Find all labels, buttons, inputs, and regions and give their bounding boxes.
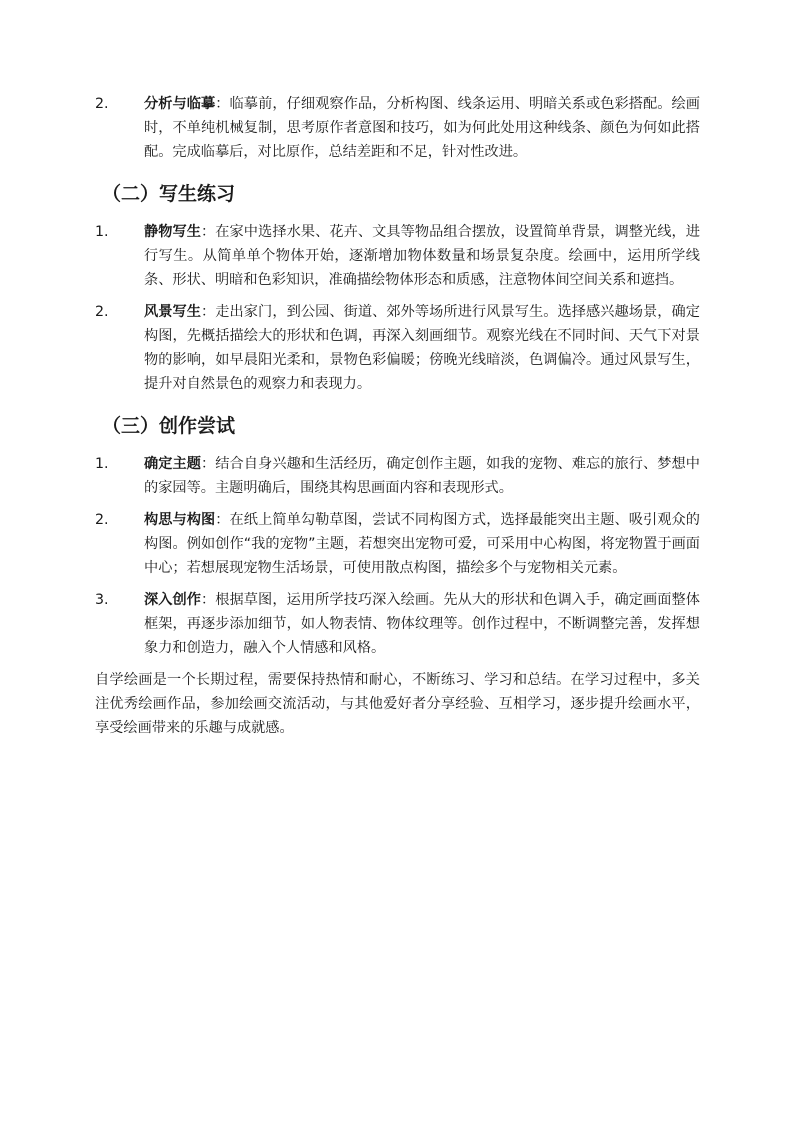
list-item-number: 1. [95,456,109,472]
section-heading-sketching: （二）写生练习 [102,183,236,205]
list-item-title: 静物写生 [144,224,202,240]
list-item-title: 分析与临摹 [144,96,216,112]
list-item-text: ：在纸上简单勾勒草图，尝试不同构图方式，选择最能突出主题、吸引观众的构图。例如创作“我的宠物”主题，若想突出宠物可爱，可采用中心构图，将宠物置于画面中心；若想展现宠物生活场景，可使用散点构图，描绘多个与宠物相关元素。 [144,512,700,576]
list-item [95,300,700,396]
list-item-title: 确定主题 [144,456,202,472]
list-item-number: 2. [95,512,109,528]
list-item-text: ：结合自身兴趣和生活经历，确定创作主题，如我的宠物、难忘的旅行、梦想中的家园等。主题明确后，围绕其构思画面内容和表现形式。 [144,456,700,496]
list-item-text: ：在家中选择水果、花卉、文具等物品组合摆放，设置简单背景，调整光线，进行写生。从简单单个物体开始，逐渐增加物体数量和场景复杂度。绘画中，运用所学线条、形状、明暗和色彩知识，准确描绘物体形态和质感，注意物体间空间关系和遮挡。 [144,224,700,288]
list-item [95,508,700,580]
list-item [95,220,700,292]
list-item-title: 深入创作 [144,592,202,608]
conclusion-paragraph: 自学绘画是一个长期过程，需要保持热情和耐心，不断练习、学习和总结。在学习过程中，多关注优秀绘画作品，参加绘画交流活动，与其他爱好者分享经验、互相学习，逐步提升绘画水平，享受绘画带来的乐趣与成就感。 [95,672,700,736]
document-content [95,92,700,740]
list-item-number: 2. [95,96,109,112]
list-item-number: 1. [95,224,109,240]
list-item-number: 3. [95,592,109,608]
list-item [95,92,700,164]
list-item [95,452,700,500]
list-item-title: 构思与构图 [144,512,216,528]
list-item-text: ：走出家门，到公园、街道、郊外等场所进行风景写生。选择感兴趣场景，确定构图，先概括描绘大的形状和色调，再深入刻画细节。观察光线在不同时间、天气下对景物的影响，如早晨阳光柔和，景物色彩偏暖；傍晚光线暗淡，色调偏冷。通过风景写生，提升对自然景色的观察力和表现力。 [144,304,700,392]
list-item-text: ：根据草图，运用所学技巧深入绘画。先从大的形状和色调入手，确定画面整体框架，再逐步添加细节，如人物表情、物体纹理等。创作过程中，不断调整完善，发挥想象力和创造力，融入个人情感和风格。 [144,592,700,656]
list-item [95,588,700,660]
list-item-title: 风景写生 [144,304,202,320]
section-heading-creation: （三）创作尝试 [102,415,236,437]
list-item-number: 2. [95,304,109,320]
list-item-text: ：临摹前，仔细观察作品，分析构图、线条运用、明暗关系或色彩搭配。绘画时，不单纯机械复制，思考原作者意图和技巧，如为何此处用这种线条、颜色为何如此搭配。完成临摹后，对比原作，总结差距和不足，针对性改进。 [144,96,700,160]
